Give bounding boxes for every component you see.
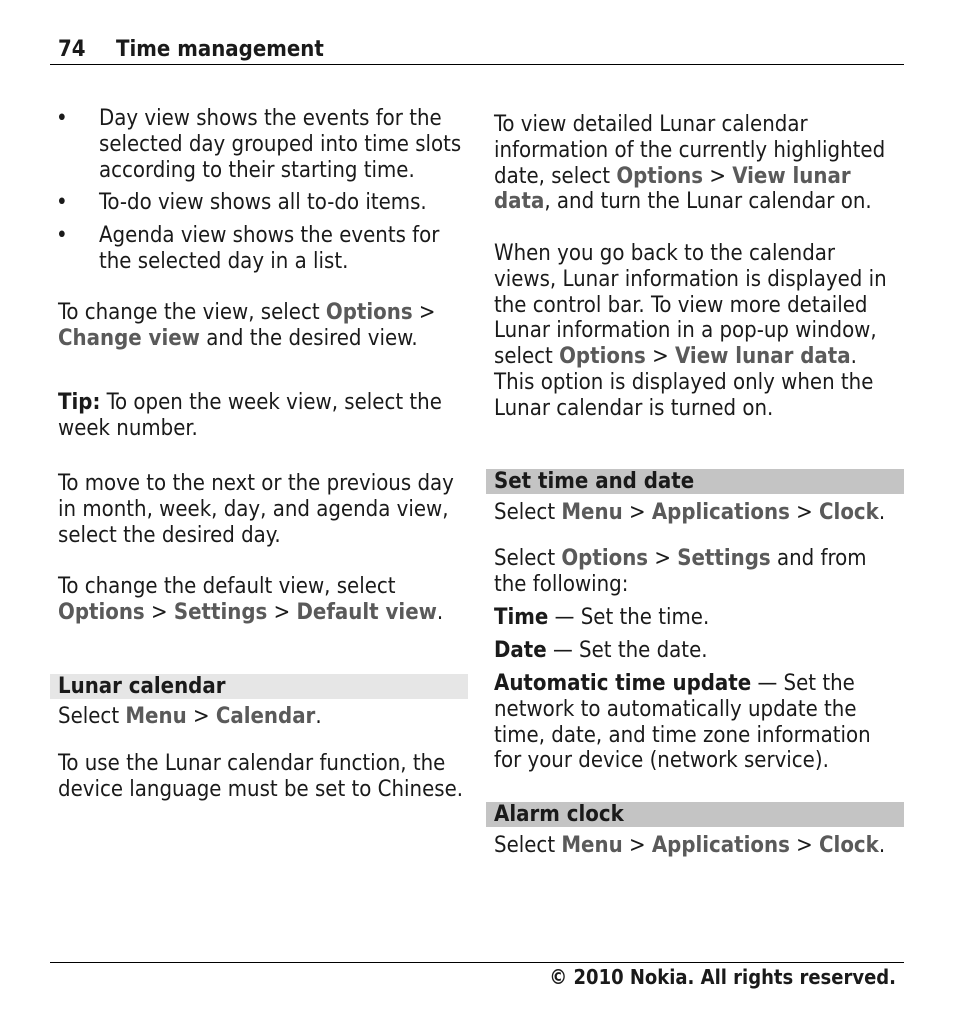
alarm-select-paragraph: Select Menu > Applications > Clock.: [494, 833, 886, 858]
lunar-detail-paragraph: To view detailed Lunar calendar information of the currently highlighted date, select Options > View lunar data, and turn the Lunar calendar on.: [494, 112, 886, 215]
footer-divider: [50, 962, 904, 963]
tip-paragraph: Tip: To open the week view, select the week number.: [58, 390, 442, 441]
time-select-paragraph: Select Menu > Applications > Clock.: [494, 500, 886, 525]
move-day-paragraph: To move to the next or the previous day in month, week, day, and agenda view, select the desired day.: [58, 471, 454, 548]
bullet-day-view: • Day view shows the events for the selected day grouped into time slots according to their starting time.: [56, 106, 462, 183]
page-number: 74: [58, 37, 86, 62]
tip-label: Tip:: [58, 390, 101, 415]
date-option: Date — Set the date.: [494, 638, 708, 663]
change-view-paragraph: To change the view, select Options > Change view and the desired view.: [58, 300, 436, 351]
page-header: [50, 36, 904, 65]
section-heading-alarm-clock: Alarm clock: [486, 802, 904, 827]
default-view-paragraph: To change the default view, select Options > Settings > Default view.: [58, 574, 444, 625]
options-command: Options: [325, 300, 413, 325]
time-option: Time — Set the time.: [494, 605, 710, 630]
section-heading-set-time-and-date: Set time and date: [486, 469, 904, 494]
lunar-back-paragraph: When you go back to the calendar views, Lunar information is displayed in the control bar. To view more detailed Lunar information in a pop-up window, select Options > View lunar data. This option is displayed only when the Lunar calendar is turned on.: [494, 241, 887, 421]
automatic-time-update-option: Automatic time update — Set the network to automatically update the time, date, and time zone information for your device (network service).: [494, 671, 871, 774]
lunar-language-paragraph: To use the Lunar calendar function, the device language must be set to Chinese.: [58, 751, 464, 802]
chapter-title: Time management: [116, 37, 324, 62]
section-heading-lunar-calendar: Lunar calendar: [50, 674, 468, 699]
copyright-footer: © 2010 Nokia. All rights reserved.: [549, 965, 896, 989]
lunar-select-paragraph: Select Menu > Calendar.: [58, 704, 322, 729]
bullet-agenda-view: • Agenda view shows the events for the selected day in a list.: [56, 223, 440, 274]
settings-select-paragraph: Select Options > Settings and from the following:: [494, 546, 867, 597]
bullet-todo-view: • To-do view shows all to-do items.: [56, 190, 427, 215]
change-view-command: Change view: [58, 325, 200, 351]
